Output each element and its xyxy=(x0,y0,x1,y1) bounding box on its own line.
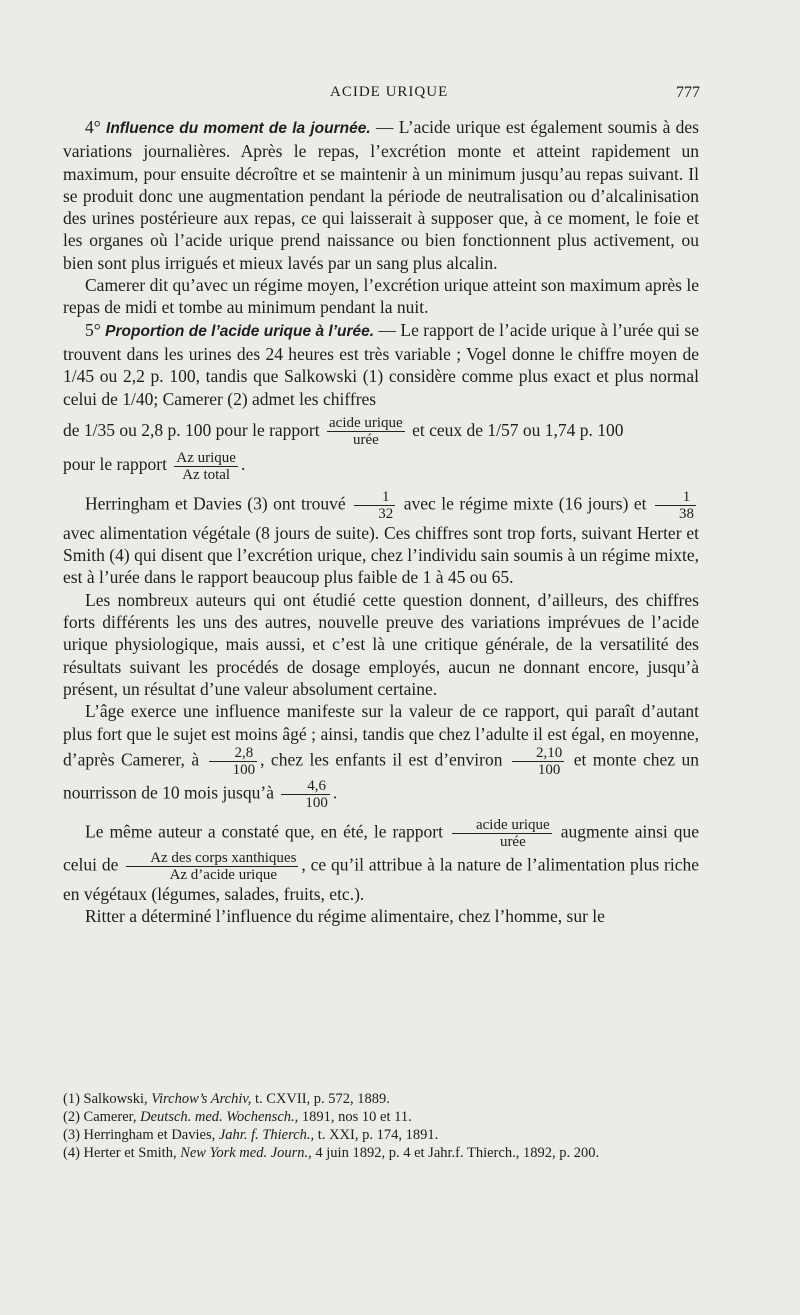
fraction-denominator: Az total xyxy=(182,466,231,483)
fraction-denominator: urée xyxy=(352,432,379,449)
footnotes xyxy=(63,1090,699,1162)
ritter-paragraph: Ritter a déterminé l’influence du régime alimentaire, chez l’homme, sur le xyxy=(85,906,605,927)
section-4-paragraph xyxy=(63,116,699,274)
age-text-4: . xyxy=(332,782,338,803)
footnote-author: Camerer, xyxy=(83,1109,137,1125)
section-4-number: 4° xyxy=(85,117,101,137)
fraction-az xyxy=(174,450,238,483)
fraction-1-32 xyxy=(354,489,395,522)
page-number: 777 xyxy=(676,84,700,101)
age-text-3: et monte chez un nourrisson de 10 mois jusqu’à xyxy=(63,749,700,803)
footnote-source: New York med. Journ., xyxy=(180,1145,312,1161)
footnote-2 xyxy=(63,1108,699,1126)
footnote-source: Jahr. f. Thierch., xyxy=(218,1127,315,1143)
section-5-ratio-line-2 xyxy=(63,448,699,482)
section-5-heading: Proportion de l’acide urique à l’urée. xyxy=(105,322,375,340)
footnote-author: Herringham et Davies, xyxy=(83,1127,216,1143)
section-4-heading: Influence du moment de la journée. xyxy=(106,120,371,137)
fraction-denominator: 100 xyxy=(537,761,561,778)
footnote-rest: 1891, nos 10 et 11. xyxy=(301,1109,412,1125)
footnote-mark: (1) xyxy=(63,1091,80,1107)
age-paragraph xyxy=(63,700,699,811)
footnote-mark: (3) xyxy=(63,1127,80,1143)
fraction-1-38 xyxy=(655,489,696,522)
fraction-numerator: 1 xyxy=(354,489,395,506)
section-5-paragraph xyxy=(63,319,699,410)
ratio-line-text: de 1/35 ou 2,8 p. 100 pour le rapport xyxy=(63,419,320,440)
meme-text-2: augmente ainsi que celui de xyxy=(63,821,699,875)
fraction-acide-uree-2 xyxy=(452,817,552,850)
fraction-acide-uree xyxy=(327,415,405,448)
fraction-2-10-100 xyxy=(512,745,564,778)
ratio-line-end: . xyxy=(240,454,246,475)
section-5-ratio-line xyxy=(63,414,699,448)
herringham-text-2: avec le régime mixte (16 jours) et xyxy=(403,493,647,514)
fraction-numerator: acide urique xyxy=(329,415,403,432)
herringham-paragraph xyxy=(63,489,699,589)
fraction-denominator: Az d’acide urique xyxy=(169,866,278,883)
footnote-1 xyxy=(63,1090,699,1108)
meme-text-1: Le même auteur a constaté que, en été, le rapport xyxy=(85,821,443,842)
fraction-numerator: acide urique xyxy=(452,817,552,834)
herringham-text-3: avec alimentation végétale (8 jours de suite). Ces chiffres sont trop forts, suivant Herter et Smith (4) qui disent que l’excrétion urique, chez l’individu sain soumis à un régime mixte, est à l’urée dans le rapport beaucoup plus faible de 1 à 45 ou 65. xyxy=(63,522,699,588)
meme-text-3: , ce qu’il attribue à la nature de l’alimentation plus riche en végétaux (légumes, salades, fruits, etc.). xyxy=(63,854,700,904)
footnote-source: Deutsch. med. Wochensch., xyxy=(140,1109,299,1125)
fraction-4-6-100 xyxy=(281,778,330,811)
fraction-numerator: Az des corps xanthiques xyxy=(126,850,298,867)
ratio-line-text-2: et ceux de 1/57 ou 1,74 p. 100 xyxy=(412,419,624,440)
fraction-numerator: 2,10 xyxy=(512,745,564,762)
fraction-numerator: 1 xyxy=(655,489,696,506)
fraction-denominator: 38 xyxy=(679,505,695,522)
nombreux-paragraph: Les nombreux auteurs qui ont étudié cette question donnent, d’ailleurs, des chiffres forts différents les uns des autres, nouvelle preuve des variations imprévues de l’acide urique physiologique, mais aussi, et c’est là une critique générale, de la versatilité des résultats suivant les procédés de dosage employés, aucun ne donnant encore, jusqu’à présent, un résultat d’une valeur absolument certaine. xyxy=(63,589,699,699)
fraction-numerator: 2,8 xyxy=(209,745,258,762)
footnote-mark: (4) xyxy=(63,1145,80,1161)
section-4-text: — L’acide urique est également soumis à des variations journalières. Après le repas, l’excrétion monte et atteint rapidement un maximum, pour ensuite décroître et se maintenir à un minimum jusqu’au repas suivant. Il se produit donc une augmentation pendant la période de neutralisation ou d’alcalinisation des urines postérieure aux repas, ce qui laisserait à supposer que, à ce moment, le foie et les organes où l’acide urique prend naissance ou bien fonctionnent plus activement, ou bien sont plus irrigués et mieux lavés par un sang plus alcalin. xyxy=(63,117,699,273)
footnote-source: Virchow’s Archiv, xyxy=(151,1091,252,1107)
footnote-mark: (2) xyxy=(63,1109,80,1125)
herringham-text-1: Herringham et Davies (3) ont trouvé xyxy=(85,493,346,514)
footnote-rest: t. XXI, p. 174, 1891. xyxy=(317,1127,439,1143)
running-title: ACIDE URIQUE xyxy=(330,84,449,100)
fraction-numerator: 4,6 xyxy=(281,778,330,795)
section-5-text: — Le rapport de l’acide urique à l’urée qui se trouvent dans les urines des 24 heures est très variable ; Vogel donne le chiffre moyen de 1/45 ou 2,2 p. 100, tandis que Salkowski (1) considère comme plus exact et plus normal celui de 1/40; Camerer (2) admet les chiffres xyxy=(63,319,699,409)
footnote-3 xyxy=(63,1126,699,1144)
age-text-1: L’âge exerce une influence manifeste sur la valeur de ce rapport, qui paraît d’autant plus fort que le sujet est moins âgé ; ainsi, tandis que chez l’adulte il est égal, en moyenne, d’après Camerer, à xyxy=(63,701,699,770)
fraction-numerator: Az urique xyxy=(176,449,236,466)
footnote-author: Herter et Smith, xyxy=(83,1145,177,1161)
fraction-xanthiques xyxy=(126,850,298,883)
footnote-author: Salkowski, xyxy=(83,1091,148,1107)
fraction-denominator: 100 xyxy=(305,794,328,811)
age-text-2: , chez les enfants il est d’environ xyxy=(260,749,503,770)
fraction-denominator: 32 xyxy=(378,505,394,522)
footnote-rest: 4 juin 1892, p. 4 et Jahr.f. Thierch., 1892, p. 200. xyxy=(315,1145,600,1161)
page-header xyxy=(0,84,800,106)
section-5-number: 5° xyxy=(85,319,101,340)
meme-auteur-paragraph xyxy=(63,817,699,905)
page-body xyxy=(63,116,699,927)
footnote-4 xyxy=(63,1144,699,1162)
fraction-denominator: urée xyxy=(499,833,526,850)
ratio-line-text-3: pour le rapport xyxy=(63,454,167,475)
footnote-rest: t. CXVII, p. 572, 1889. xyxy=(255,1091,390,1107)
fraction-denominator: 100 xyxy=(232,761,256,778)
camerer-paragraph: Camerer dit qu’avec un régime moyen, l’excrétion urique atteint son maximum après le repas de midi et tombe au minimum pendant la nuit. xyxy=(63,275,699,318)
fraction-2-8-100 xyxy=(209,745,258,778)
